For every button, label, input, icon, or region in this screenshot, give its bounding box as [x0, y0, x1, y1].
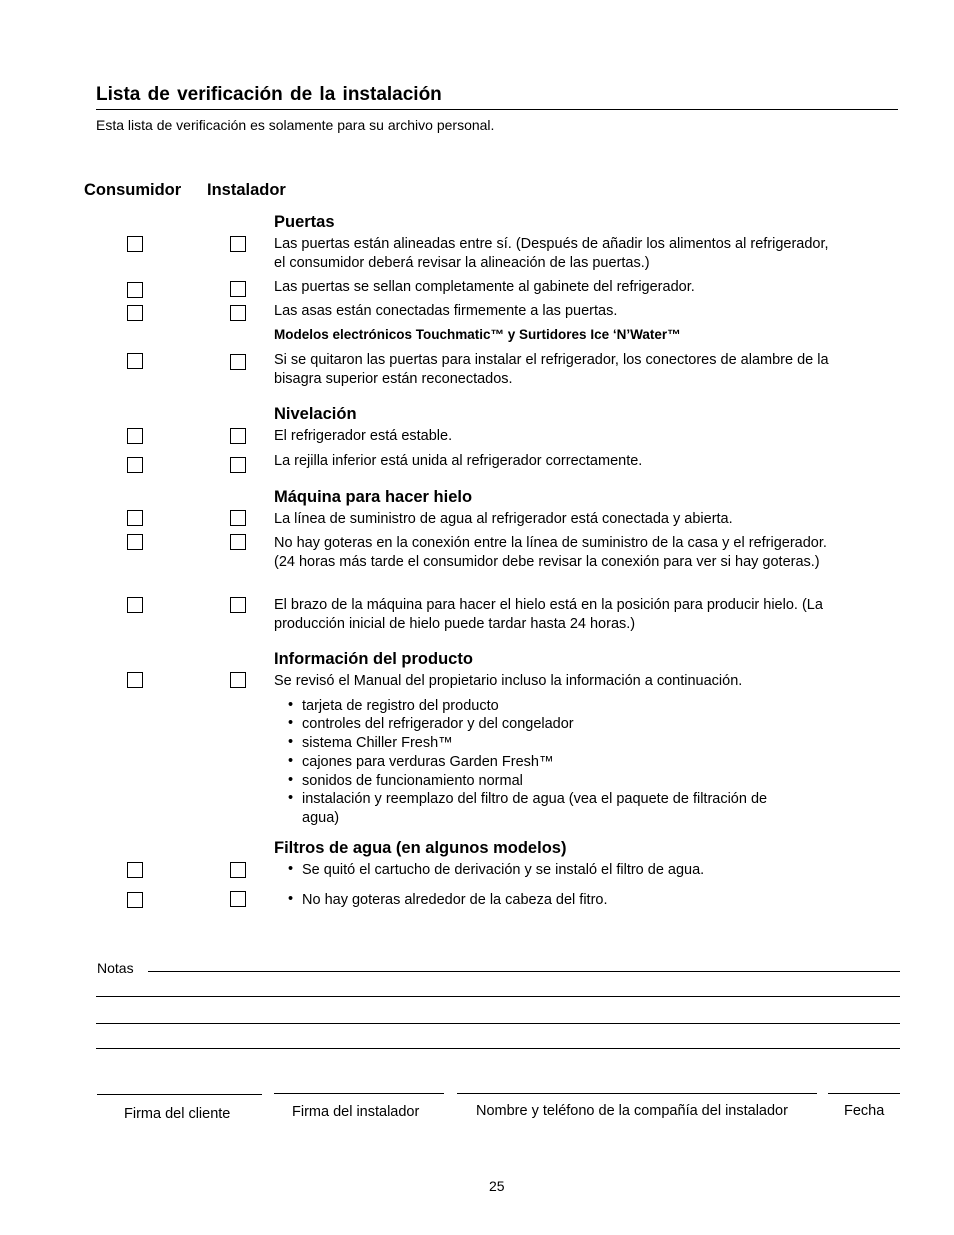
notes-line[interactable] [96, 996, 900, 997]
consumer-checkbox-water-line[interactable] [127, 510, 143, 526]
list-item: cajones para verduras Garden Fresh™ [302, 754, 554, 770]
installer-checkbox-hinge-wires[interactable] [230, 354, 246, 370]
consumer-column-header: Consumidor [84, 181, 182, 199]
section-title-icemaker: Máquina para hacer hielo [274, 488, 473, 506]
bullet: • [288, 715, 294, 731]
list-item: controles del refrigerador y del congelador [302, 716, 574, 732]
installer-signature-label: Firma del instalador [292, 1104, 420, 1120]
list-item: sistema Chiller Fresh™ [302, 735, 453, 751]
bullet: • [288, 697, 294, 713]
installer-checkbox-doors-aligned[interactable] [230, 236, 246, 252]
notes-line[interactable] [96, 1048, 900, 1049]
item-doors-sealed: Las puertas se sellan completamente al gabinete del refrigerador. [274, 279, 695, 295]
notes-line[interactable] [96, 1023, 900, 1024]
item-water-line: La línea de suministro de agua al refrigerador está conectada y abierta. [274, 511, 733, 527]
bullet: • [288, 753, 294, 769]
item-no-leaks: No hay goteras en la conexión entre la línea de suministro de la casa y el refrigerador. (24 horas más tarde el consumidor debe revisar la conexión para ver si hay goteras.) [274, 535, 827, 570]
section-title-product-info: Información del producto [274, 650, 473, 668]
item-manual-reviewed: Se revisó el Manual del propietario incluso la información a continuación. [274, 673, 743, 689]
section-title-water-filters: Filtros de agua (en algunos modelos) [274, 839, 567, 857]
item-bypass-removed: Se quitó el cartucho de derivación y se instaló el filtro de agua. [302, 862, 705, 878]
models-note: Modelos electrónicos Touchmatic™ y Surtidores Ice ‘N’Water™ [274, 327, 681, 342]
item-handles: Las asas están conectadas firmemente a las puertas. [274, 303, 618, 319]
installer-checkbox-bypass[interactable] [230, 862, 246, 878]
list-item: sonidos de funcionamiento normal [302, 773, 523, 789]
date-label: Fecha [844, 1103, 885, 1119]
customer-signature-line[interactable] [97, 1094, 262, 1095]
installer-checkbox-no-leaks[interactable] [230, 534, 246, 550]
date-line[interactable] [828, 1093, 900, 1094]
installer-checkbox-handles[interactable] [230, 305, 246, 321]
consumer-checkbox-filter-head[interactable] [127, 892, 143, 908]
customer-signature-label: Firma del cliente [124, 1106, 231, 1122]
bullet: • [288, 772, 294, 788]
bullet: • [288, 734, 294, 750]
notes-line[interactable] [148, 971, 900, 972]
section-title-leveling: Nivelación [274, 405, 357, 423]
page-subtitle: Esta lista de verificación es solamente para su archivo personal. [96, 117, 495, 133]
list-item: tarjeta de registro del producto [302, 698, 499, 714]
installer-checkbox-icemaker-arm[interactable] [230, 597, 246, 613]
section-title-doors: Puertas [274, 213, 335, 231]
bullet: • [288, 790, 294, 806]
consumer-checkbox-handles[interactable] [127, 305, 143, 321]
consumer-checkbox-doors-aligned[interactable] [127, 236, 143, 252]
bullet: • [288, 861, 294, 877]
installer-column-header: Instalador [207, 181, 286, 199]
list-item: instalación y reemplazo del filtro de agua (vea el paquete de filtración de agua) [302, 791, 768, 826]
consumer-checkbox-manual[interactable] [127, 672, 143, 688]
item-icemaker-arm: El brazo de la máquina para hacer el hielo está en la posición para producir hielo. (La producción inicial de hielo puede tardar hasta 24 horas.) [274, 597, 823, 632]
page-title: Lista de verificación de la instalación [96, 84, 442, 105]
item-grille: La rejilla inferior está unida al refrigerador correctamente. [274, 453, 643, 469]
installer-checkbox-grille[interactable] [230, 457, 246, 473]
company-info-line[interactable] [457, 1093, 817, 1094]
notes-label: Notas [97, 960, 134, 976]
item-filter-head: No hay goteras alrededor de la cabeza del fitro. [302, 892, 608, 908]
installer-checkbox-water-line[interactable] [230, 510, 246, 526]
consumer-checkbox-no-leaks[interactable] [127, 534, 143, 550]
item-doors-aligned: Las puertas están alineadas entre sí. (Después de añadir los alimentos al refrigerador, el consumidor deberá revisar la alineación de las puertas.) [274, 236, 829, 271]
bullet: • [288, 891, 294, 907]
consumer-checkbox-icemaker-arm[interactable] [127, 597, 143, 613]
installer-checkbox-manual[interactable] [230, 672, 246, 688]
consumer-checkbox-bypass[interactable] [127, 862, 143, 878]
installer-checkbox-stable[interactable] [230, 428, 246, 444]
title-divider [96, 109, 898, 110]
consumer-checkbox-grille[interactable] [127, 457, 143, 473]
consumer-checkbox-hinge-wires[interactable] [127, 353, 143, 369]
item-stable: El refrigerador está estable. [274, 428, 453, 444]
installer-signature-line[interactable] [274, 1093, 444, 1094]
item-hinge-wires: Si se quitaron las puertas para instalar el refrigerador, los conectores de alambre de la bisagra superior están reconectados. [274, 352, 829, 387]
installer-checkbox-filter-head[interactable] [230, 891, 246, 907]
company-info-label: Nombre y teléfono de la compañía del instalador [476, 1103, 788, 1119]
consumer-checkbox-stable[interactable] [127, 428, 143, 444]
consumer-checkbox-doors-sealed[interactable] [127, 282, 143, 298]
installer-checkbox-doors-sealed[interactable] [230, 281, 246, 297]
page-number: 25 [489, 1178, 505, 1194]
